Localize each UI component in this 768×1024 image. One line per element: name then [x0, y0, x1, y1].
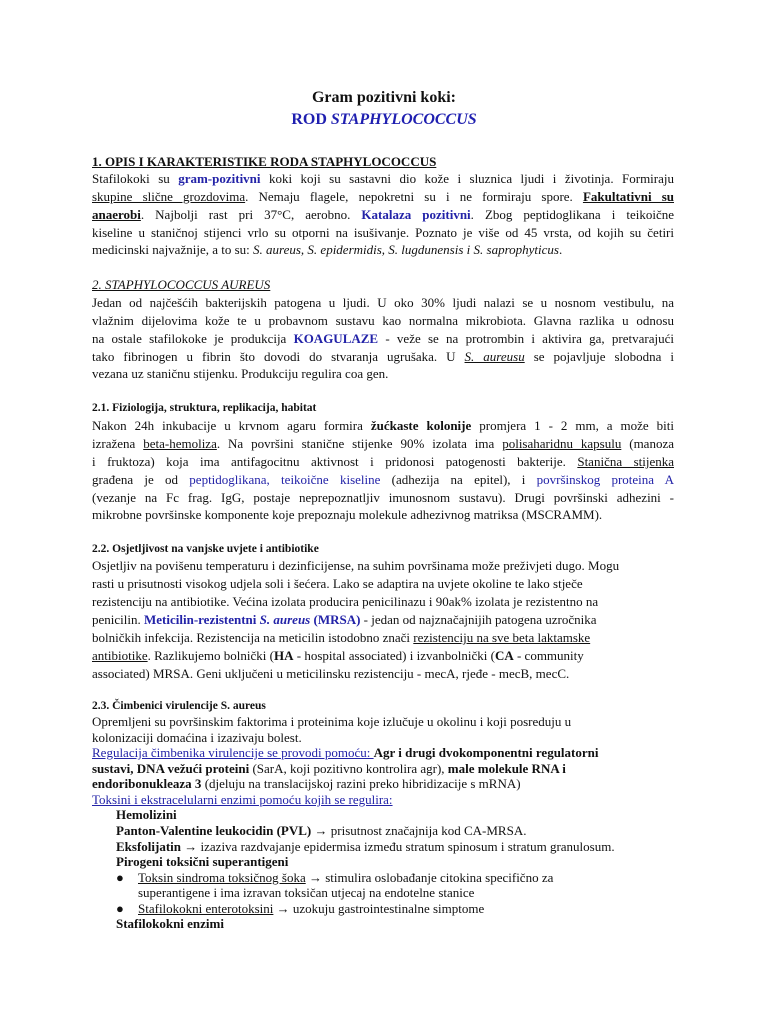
section-1-heading: 1. OPIS I KARAKTERISTIKE RODA STAPHYLOCOCCUS: [92, 154, 437, 169]
section-2-1-heading: 2.1. Fiziologija, struktura, replikacija, habitat: [92, 402, 317, 414]
paragraph-line: medicinski najvažnije, a to su: S. aureus, S. epidermidis, S. lugdunensis i S. saprophyticus.: [92, 242, 563, 257]
item-enzimi: Stafilokokni enzimi: [116, 916, 224, 931]
paragraph-line: građena je od peptidoglikana, teikoične kiseline (adhezija na epitel), i površinskog proteina A: [92, 472, 674, 487]
paragraph-line: kiseline u staničnoj stijenci vrlo su otporni na isušivanje. Poznato je više od 45 vrsta, od kojih su četiri: [92, 225, 674, 240]
paragraph-line: skupine slične grozdovima. Nemaju flagele, nepokretni su i ne formiraju spore. Fakultativni su: [92, 189, 674, 204]
bullet-icon: ●: [116, 870, 124, 885]
paragraph-line: bolničkih infekcija. Rezistencija na meticilin istodobno znači rezistenciju na sve beta laktamske: [92, 630, 591, 645]
bullet-icon: ●: [116, 901, 124, 916]
paragraph-line: Regulacija čimbenika virulencije se provodi pomoću: Agr i drugi dvokomponentni regulatorni: [92, 745, 599, 760]
paragraph-line: endoribonukleaza 3 (djeluju na translacijskoj razini preko hibridizacije s mRNA): [92, 776, 521, 791]
section-2-2-heading: 2.2. Osjetljivost na vanjske uvjete i antibiotike: [92, 543, 319, 555]
paragraph-line: vlažnim dijelovima kože te u probavnom sustavu kao normalna mikrobiota. Glavna razlika u odnosu: [92, 313, 674, 328]
paragraph-line: (vezanje na Fc frag. IgG, postaje neprepoznatljiv imunosnom sustavu). Drugi površinski adhezini -: [92, 490, 674, 505]
paragraph-line: penicilin. Meticilin-rezistentni S. aureus (MRSA) - jedan od najznačajnijih patogena uzročnika: [92, 612, 597, 627]
paragraph-line: associated) MRSA. Geni uključeni u meticilinsku rezistenciju - mecA, rjeđe - mecB, mecC.: [92, 666, 570, 681]
paragraph-line: antibiotike. Razlikujemo bolnički (HA - hospital associated) i izvanbolnički (CA - community: [92, 648, 584, 663]
paragraph-line: kolonizaciji domaćina i izazivaju bolest.: [92, 730, 302, 745]
paragraph-line: i fruktoza) koja ima antifagocitnu aktivnost i pridonosi patogenosti bakterije. Stanična stijenka: [92, 454, 674, 469]
paragraph-line: vezana uz staničnu stijenku. Produkciju regulira coa gen.: [92, 366, 389, 381]
bullet-continuation: superantigene i ima izravan toksičan utjecaj na endotelne stanice: [138, 885, 475, 900]
item-hemolizini: Hemolizini: [116, 807, 177, 822]
paragraph-line: anaerobi. Najbolji rast pri 37°C, aerobno. Katalaza pozitivni. Zbog peptidoglikana i teikoične: [92, 207, 674, 222]
document-subtitle: ROD STAPHYLOCOCCUS: [291, 111, 477, 128]
item-pirogeni: Pirogeni toksični superantigeni: [116, 854, 289, 869]
paragraph-line: Stafilokoki su gram-pozitivni koki koji su sastavni dio kože i sluznica ljudi i životinja. Formiraju: [92, 171, 674, 186]
paragraph-line: na ostale stafilokoke je produkcija KOAGULAZE - veže se na protrombin i aktivira ga, pretvarajući: [92, 331, 674, 346]
item-pvl: Panton-Valentine leukocidin (PVL) → prisutnost značajnija kod CA-MRSA.: [116, 823, 527, 838]
paragraph-line: rasti u prisutnosti visokog udjela soli i šećera. Lako se adaptira na uvjete okoline te lako stječe: [92, 576, 583, 591]
bullet-item: ● Stafilokokni enterotoksini → uzokuju gastrointestinalne simptome: [116, 901, 485, 916]
paragraph-line: rezistenciju na antibiotike. Većina izolata producira penicilinazu i 90ak% izolata je rezistentno na: [92, 594, 599, 609]
paragraph-line: izražena beta-hemoliza. Na površini stanične stijenke 90% izolata ima polisaharidnu kapsulu (manoza: [92, 436, 674, 451]
paragraph-line: mikrobne površinske komponente koje prepoznaju molekule adhezivnog matriksa (MSCRAMM).: [92, 507, 603, 522]
paragraph-line: sustavi, DNA vežući proteini (SarA, koji pozitivno kontrolira agr), male molekule RNA i: [92, 761, 566, 776]
section-2-3-heading: 2.3. Čimbenici virulencije S. aureus: [92, 700, 266, 712]
paragraph-line: Jedan od najčešćih bakterijskih patogena u ljudi. U oko 30% ljudi nalazi se u nosnom vestibulu, na: [92, 295, 674, 310]
paragraph-line: Nakon 24h inkubacije u krvnom agaru formira žućkaste kolonije promjera 1 - 2 mm, a može biti: [92, 418, 674, 433]
paragraph-line: tako fibrinogen u fibrin što dovodi do stvaranja ugrušaka. U S. aureusu se pojavljuje slobodna i: [92, 349, 675, 364]
item-eksfolijatin: Eksfolijatin → izaziva razdvajanje epidermisa između stratum spinosum i stratum granulosum.: [116, 839, 615, 854]
paragraph-line: Toksini i ekstracelularni enzimi pomoću kojih se regulira:: [92, 792, 393, 807]
bullet-item: ● Toksin sindroma toksičnog šoka → stimulira oslobađanje citokina specifično za: [116, 870, 554, 885]
section-2-heading: 2. STAPHYLOCOCCUS AUREUS: [92, 277, 271, 292]
paragraph-line: Opremljeni su površinskim faktorima i proteinima koje izlučuje u okolinu i koji posreduju u: [92, 714, 572, 729]
paragraph-line: Osjetljiv na povišenu temperaturu i dezinficijense, na suhim površinama može preživjeti dugo. Mogu: [92, 558, 620, 573]
document-title: Gram pozitivni koki:: [311, 89, 456, 106]
